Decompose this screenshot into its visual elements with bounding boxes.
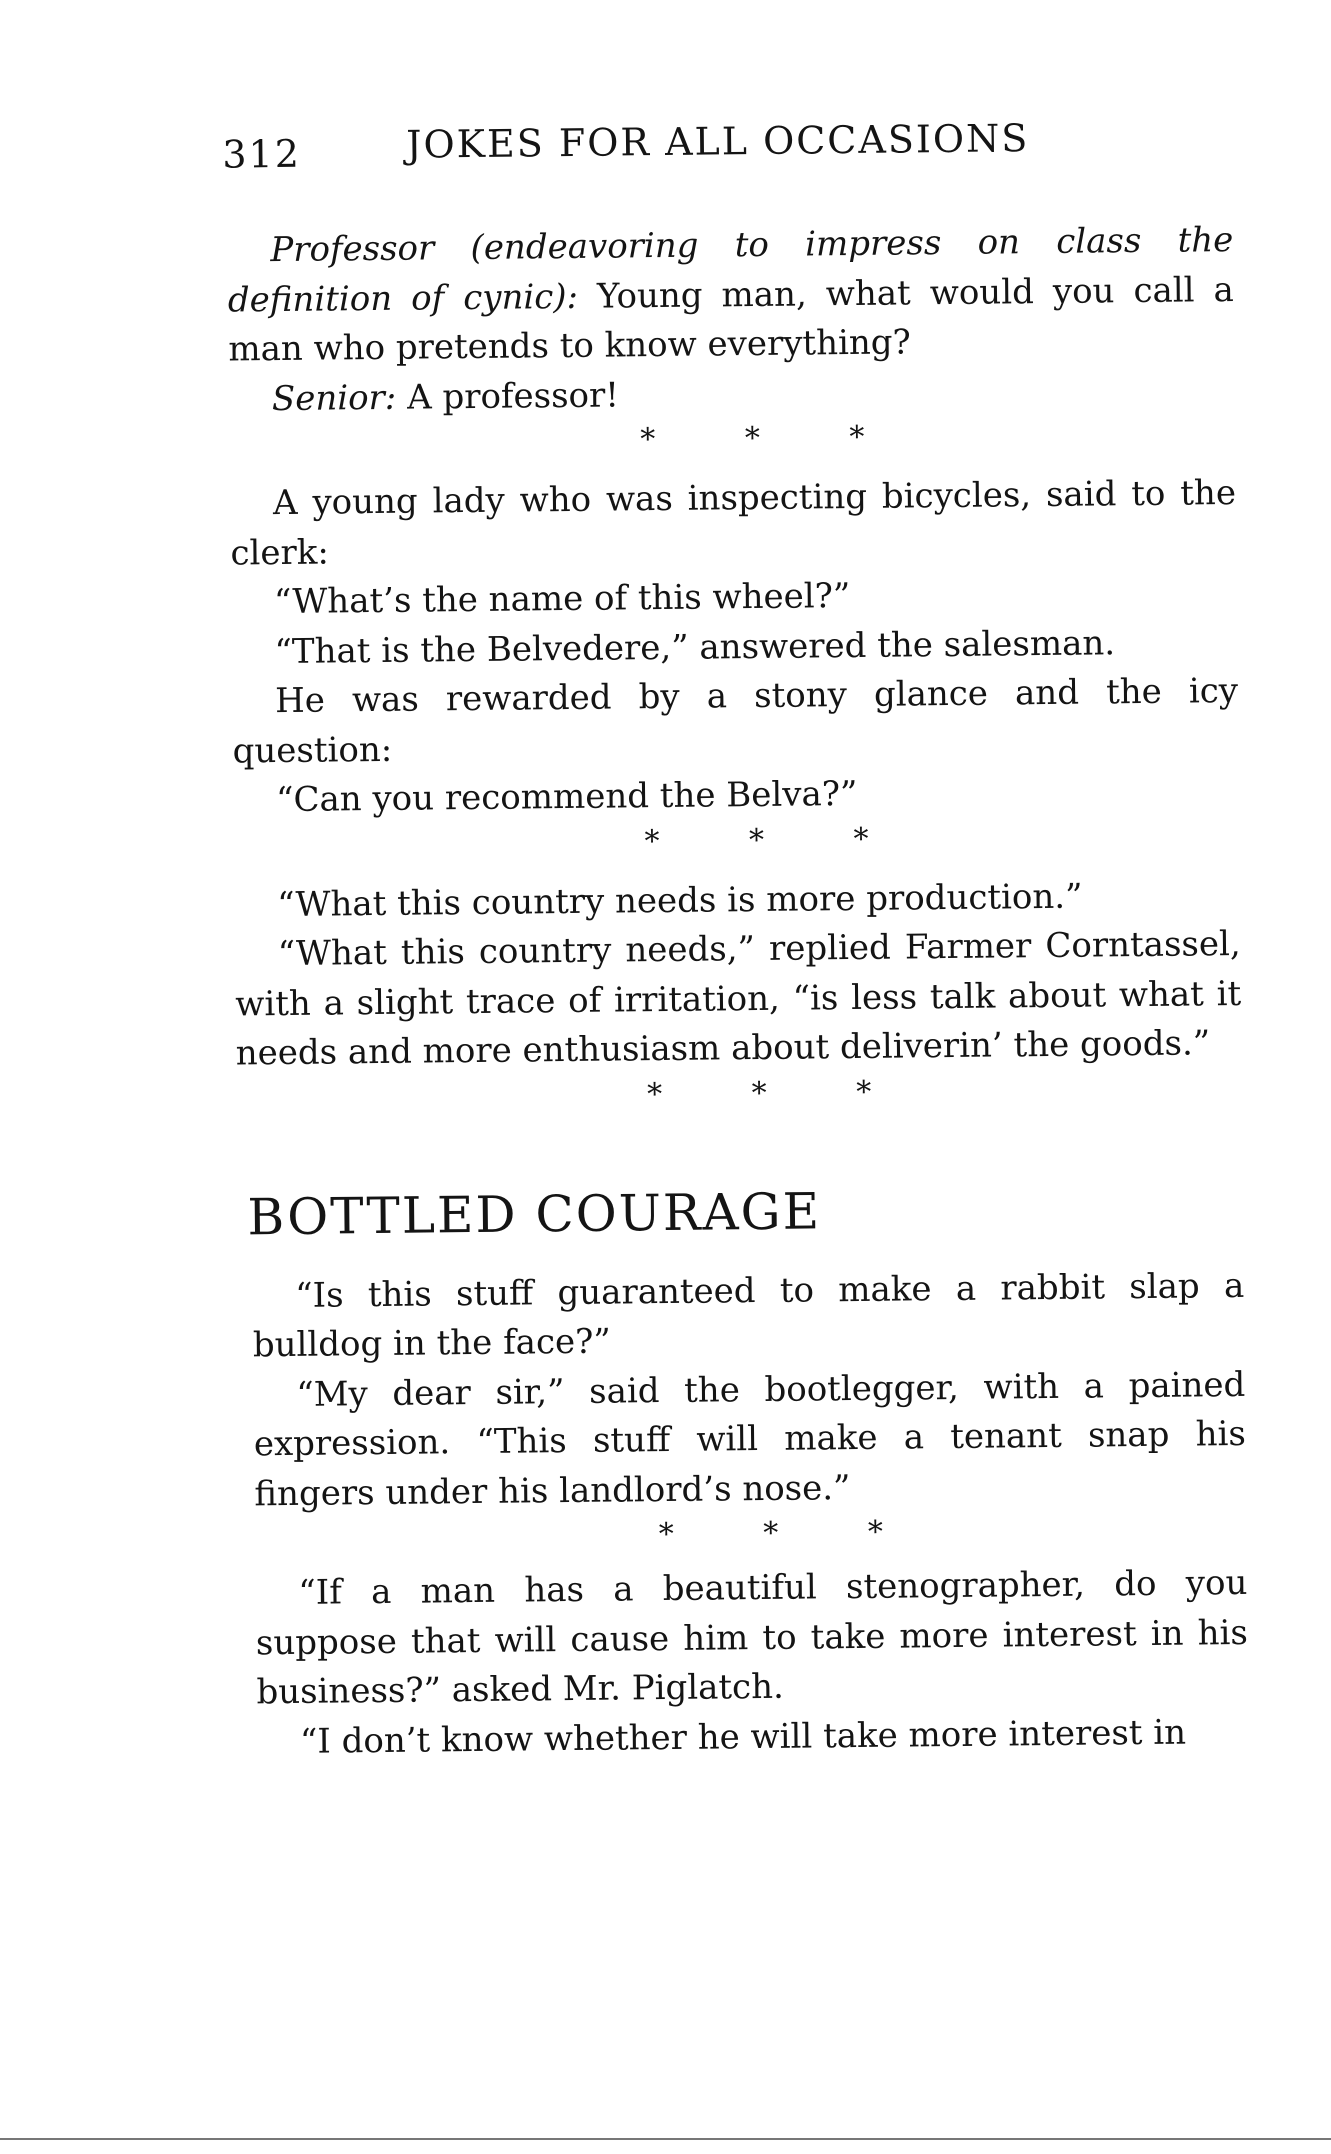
page-header: [222, 114, 1233, 185]
joke-paragraph: “What this country needs is more production.”: [277, 876, 1083, 925]
joke-paragraph: “Is this stuff guaranteed to make a rabbit slap a bulldog in the face?”: [252, 1265, 1245, 1366]
speaker-label: Senior:: [271, 377, 397, 419]
joke-paragraph: A young lady who was inspecting bicycles, said to the clerk:: [230, 472, 1237, 574]
joke-paragraph: “What’s the name of this wheel?”: [273, 576, 851, 623]
separator-stars: * * *: [646, 1073, 912, 1112]
page-body: [227, 216, 1249, 1767]
dialogue-text: Young man, what would you call a man who pretends to know everything?: [228, 269, 1235, 370]
speaker-label: Professor (endeavoring to impress on class the definition of cynic):: [227, 220, 1234, 321]
separator-stars: * * *: [640, 419, 905, 458]
joke-paragraph: “What this country needs,” replied Farmer Corntassel, with a slight trace of irritation, “is less talk about what it needs and more enthusiasm about deliverin’ the goods.”: [235, 923, 1242, 1074]
separator-stars: * * *: [658, 1514, 924, 1553]
running-title: JOKES FOR ALL OCCASIONS: [406, 116, 1030, 167]
joke-paragraph: “If a man has a beautiful stenographer, do you suppose that will cause him to take more interest in his business?” asked Mr. Piglatch.: [255, 1562, 1249, 1713]
joke-paragraph: “I don’t know whether he will take more interest in: [299, 1712, 1187, 1762]
joke-paragraph: “Can you recommend the Belva?”: [275, 773, 858, 821]
section-heading: BOTTLED COURAGE: [247, 1181, 822, 1246]
separator-stars: * * *: [644, 820, 909, 859]
joke-paragraph: He was rewarded by a stony glance and the icy question:: [232, 670, 1239, 772]
joke-paragraph: [227, 216, 1234, 375]
joke-paragraph: “My dear sir,” said the bootlegger, with a pained expression. “This stuff will make a tenant snap his fingers under his landlord’s nose.”: [253, 1364, 1247, 1514]
page-number: 312: [222, 131, 302, 177]
scan-edge-line: [0, 2138, 1331, 2140]
joke-paragraph: “That is the Belvedere,” answered the salesman.: [274, 622, 1116, 672]
dialogue-text: A professor!: [396, 374, 620, 418]
section-body: [238, 1261, 1249, 1767]
